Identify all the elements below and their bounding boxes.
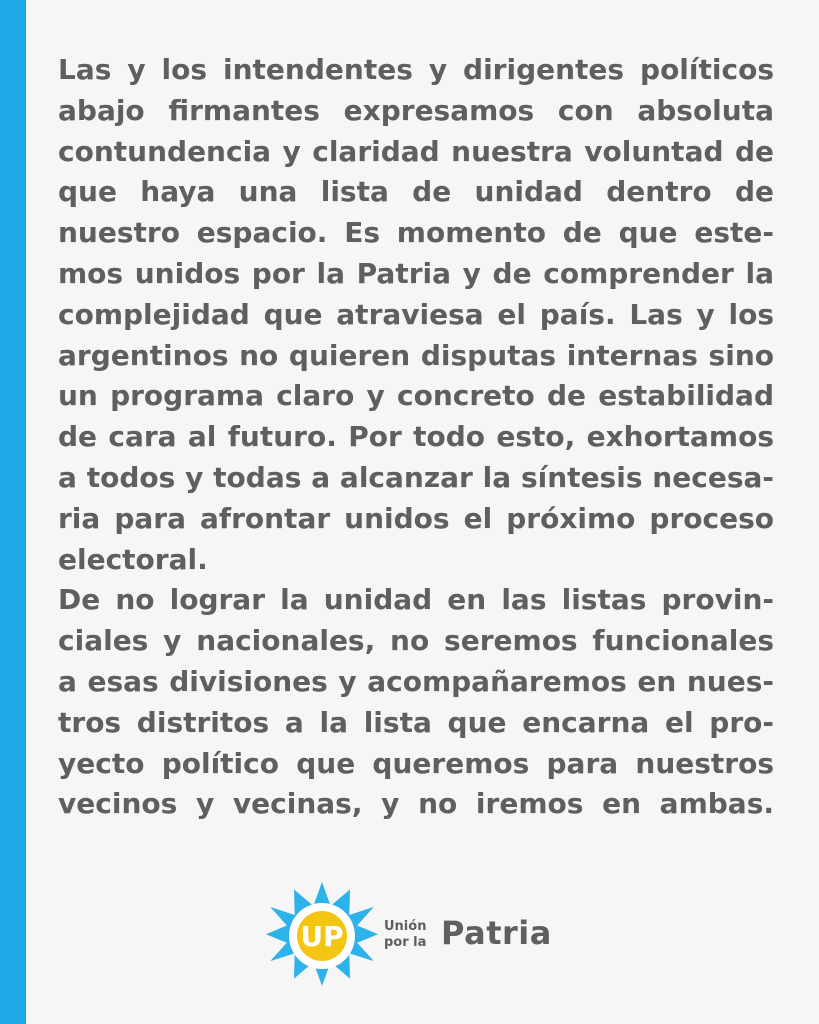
paragraph-1-line: a todos y todas a alcanzar la síntesis necesa- [58, 460, 774, 494]
paragraph-1-line: un programa claro y concreto de estabilidad [58, 379, 774, 413]
paragraph-2 [58, 580, 774, 825]
logo-union-text: Unión [384, 919, 427, 934]
paragraph-1-line: que haya una lista de unidad dentro de [58, 175, 774, 209]
left-accent-bar [0, 0, 26, 1024]
paragraph-2-line: ciales y nacionales, no seremos funcionales [58, 624, 774, 658]
paragraph-2-line: a esas divisiones y acompañaremos en nues- [58, 664, 774, 698]
logo-por-la-text: por la [384, 935, 427, 950]
statement-text [58, 50, 774, 825]
paragraph-1-line: complejidad que atraviesa el país. Las y los [58, 297, 774, 331]
paragraph-1-line: mos unidos por la Patria y de comprender la [58, 256, 774, 290]
paragraph-2-line: yecto político que queremos para nuestros [58, 746, 774, 780]
logo-badge-text: UP [300, 920, 344, 953]
paragraph-1-line: electoral. [58, 542, 208, 576]
paragraph-1-line: ria para afrontar unidos el próximo proceso [58, 501, 774, 535]
paragraph-2-line: De no lograr la unidad en las listas provin- [58, 583, 774, 617]
star-badge-icon [264, 880, 380, 996]
logo-patria-text: Patria [441, 914, 552, 952]
paragraph-1-line: nuestro espacio. Es momento de que este- [58, 216, 774, 250]
paragraph-1-line: de cara al futuro. Por todo esto, exhortamos [58, 420, 774, 454]
union-por-la-patria-logo [264, 880, 564, 1000]
paragraph-1-line: Las y los intendentes y dirigentes políticos [58, 53, 774, 86]
paragraph-1-line: contundencia y claridad nuestra voluntad de [58, 134, 774, 168]
paragraph-1 [58, 50, 774, 580]
paragraph-1-line: abajo firmantes expresamos con absoluta [58, 93, 774, 127]
logo-wordmark [384, 912, 564, 972]
paragraph-2-line: vecinos y vecinas, y no iremos en ambas. [58, 787, 774, 821]
paragraph-1-line: argentinos no quieren disputas internas sino [58, 338, 774, 372]
paragraph-2-line: tros distritos a la lista que encarna el pro- [58, 705, 774, 739]
